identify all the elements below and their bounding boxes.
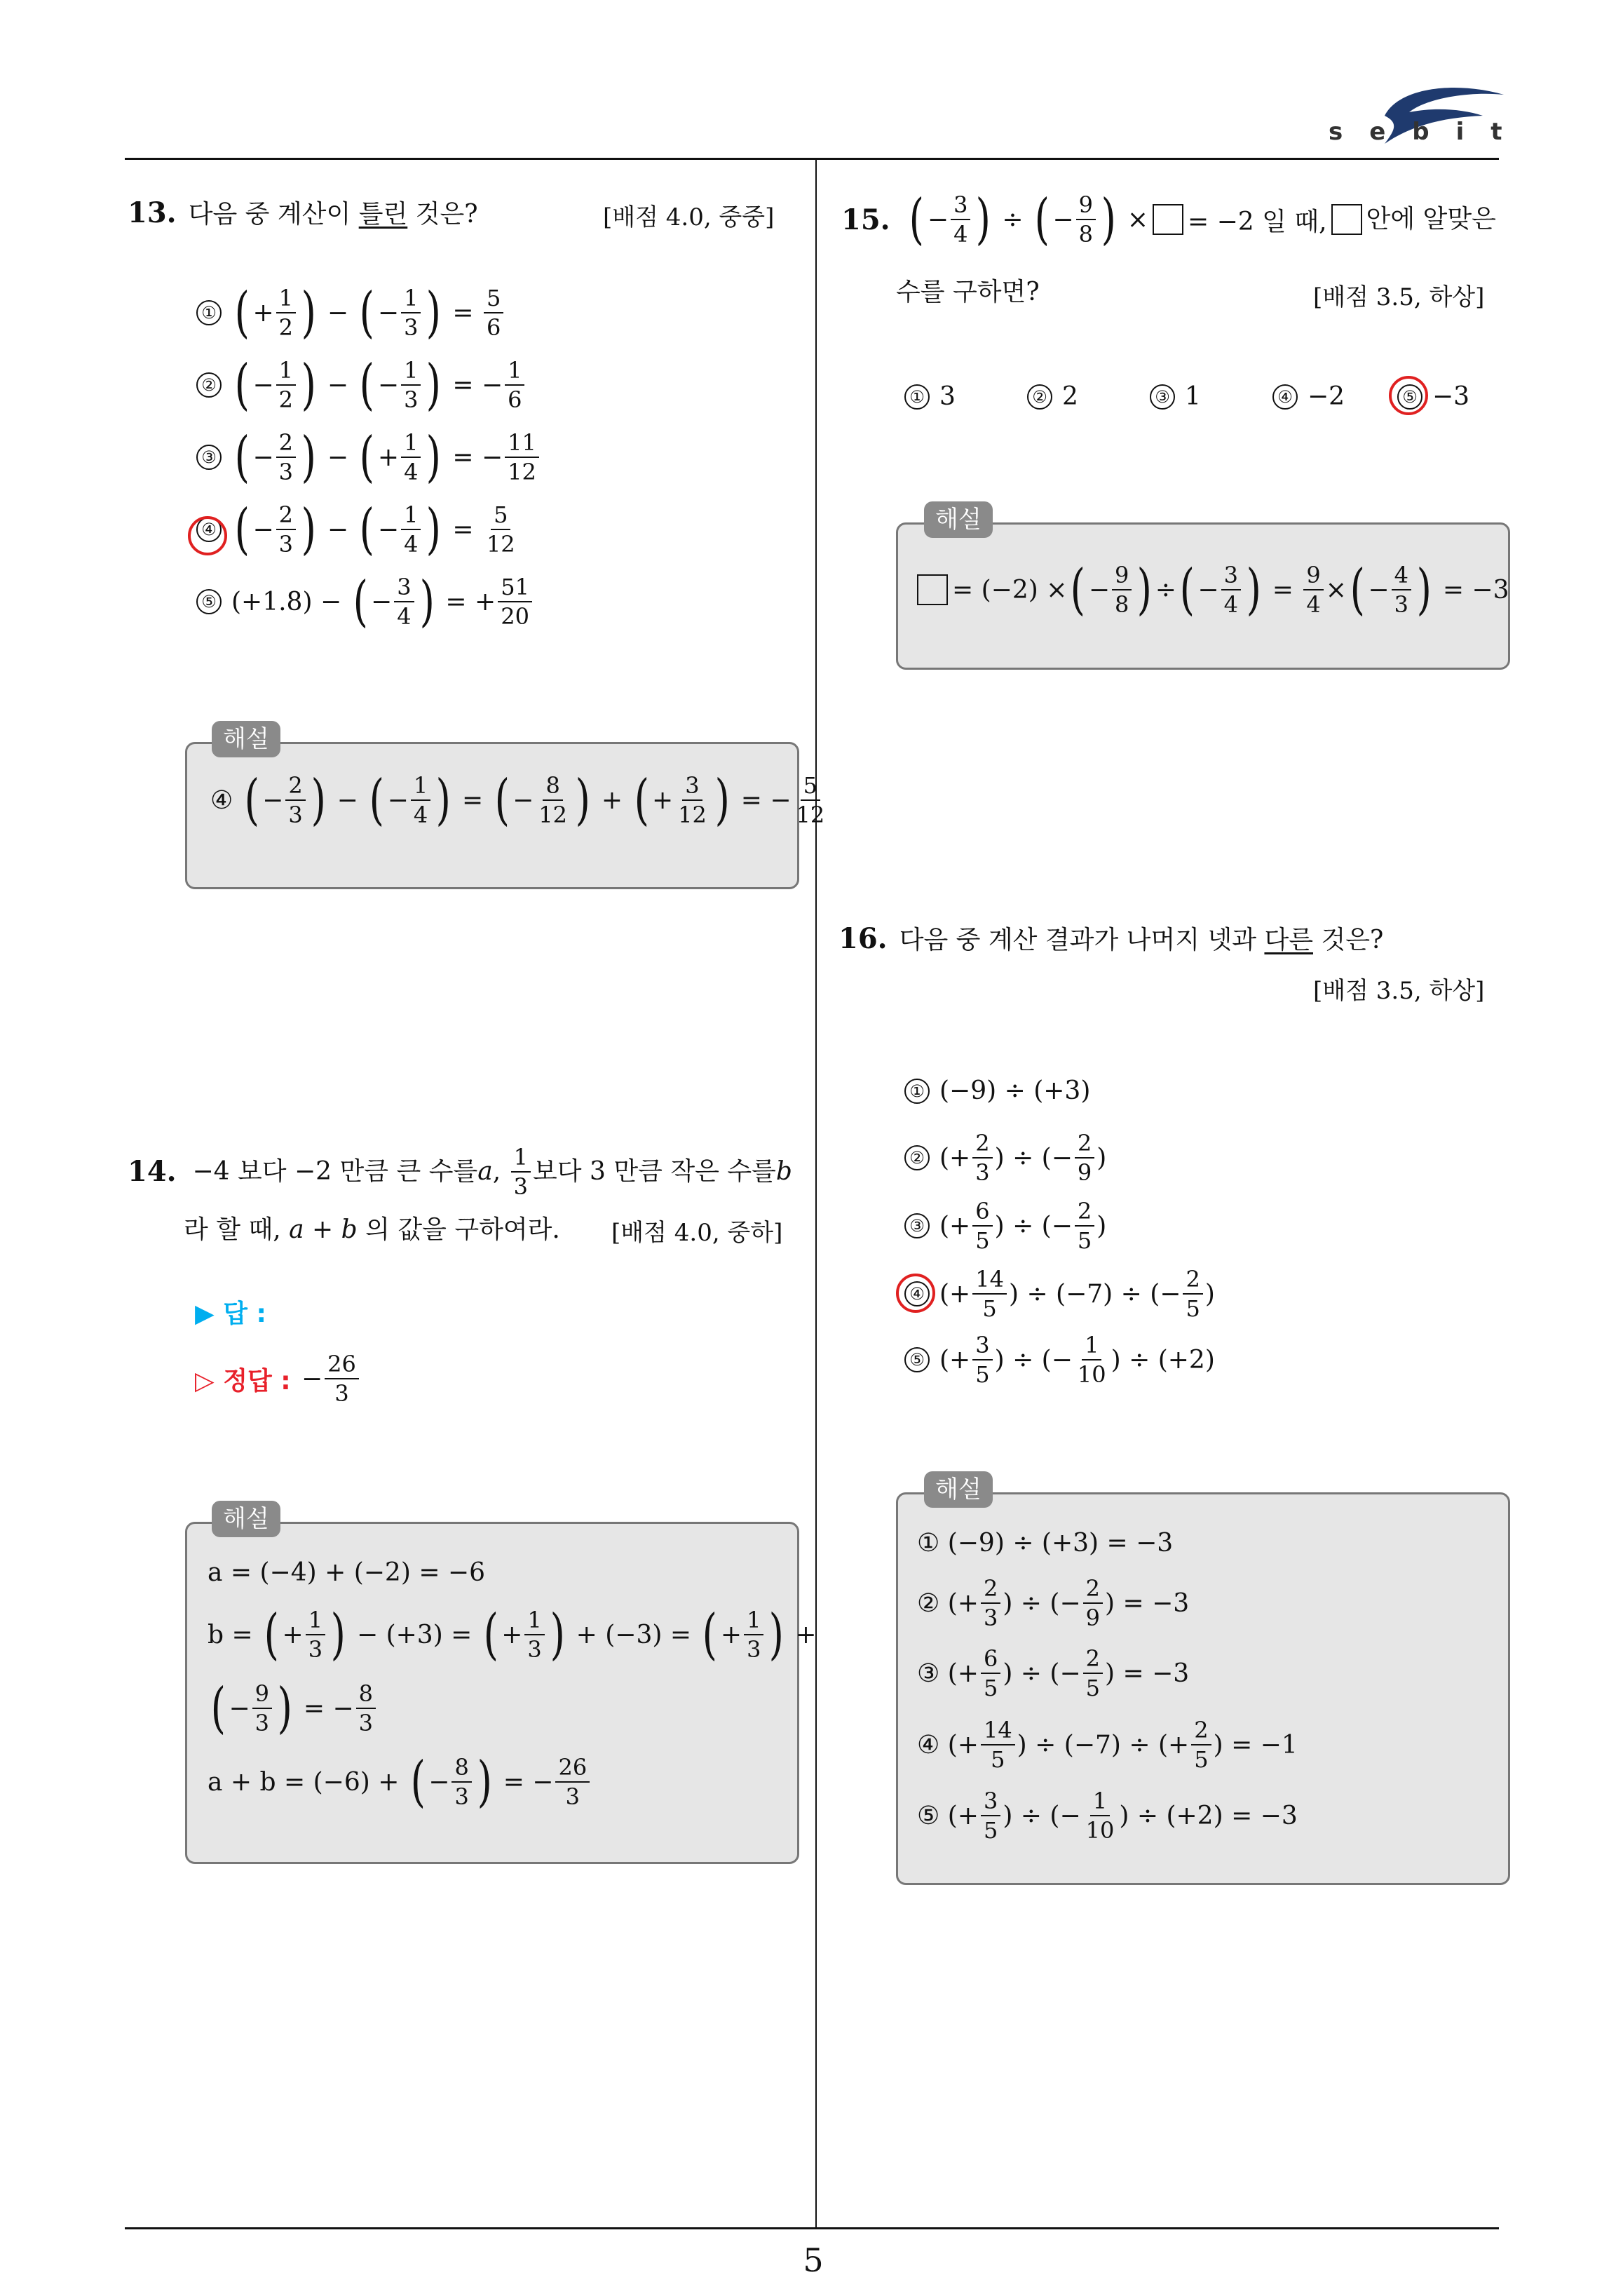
q16-solution-line-5: ⑤ (+ $\frac{3}{5}$ ) ÷ (− $\frac{1}{10}$ ) ÷ (+2) = −3 bbox=[917, 1788, 1298, 1844]
column-divider bbox=[815, 160, 817, 2227]
blank-box bbox=[917, 574, 948, 605]
q14-meta: [배점 4.0, 중하] bbox=[611, 1219, 783, 1247]
q16-option-3[interactable]: ③ (+ $\frac{6}{5}$ ) ÷ (− $\frac{2}{5}$ ) bbox=[904, 1197, 1106, 1255]
footer-rule bbox=[125, 2227, 1499, 2229]
q15-choice-5[interactable]: ⑤ −3 bbox=[1397, 382, 1469, 411]
q15-choice-1[interactable]: ① 3 bbox=[904, 382, 956, 411]
q15-line1: 15. ( − $\frac{3}{4}$ ) ÷ ( − $\frac{9}{8}$ ) × = −2 일 때, 안에 알맞은 bbox=[841, 188, 1496, 251]
q14-answer-label: ▶ 답 : bbox=[195, 1299, 266, 1328]
q14-solution-line-2: b = ( + $\frac{1}{3}$ ) − (+3) = ( + $\frac{1}{3}$ ) + (−3) = ( + $\frac{1}{3}$ ) + bbox=[208, 1603, 817, 1666]
q14-line2: 라 할 때, a + b 의 값을 구하여라. bbox=[184, 1215, 560, 1244]
q16-option-1[interactable]: ① (−9) ÷ (+3) bbox=[904, 1076, 1090, 1105]
logo-text: sebit bbox=[1329, 118, 1529, 146]
q16-solution-tab: 해설 bbox=[924, 1471, 993, 1508]
q16-meta: [배점 3.5, 하상] bbox=[1313, 977, 1485, 1005]
q15-solution-text: = (−2) × ( − $\frac{9}{8}$ ) ÷ ( − $\frac{3}{4}$ ) = $\frac{9}{4}$ × ( − $\frac{4}{3}$ ) = −3 bbox=[917, 561, 1509, 619]
q14-solution-tab: 해설 bbox=[212, 1501, 280, 1537]
q15-choice-2[interactable]: ② 2 bbox=[1027, 382, 1078, 411]
q16-option-2[interactable]: ② (+ $\frac{2}{3}$ ) ÷ (− $\frac{2}{9}$ ) bbox=[904, 1129, 1106, 1187]
header-rule bbox=[125, 158, 1499, 160]
q16-option-5[interactable]: ⑤ (+ $\frac{3}{5}$ ) ÷ (− $\frac{1}{10}$ ) ÷ (+2) bbox=[904, 1331, 1215, 1389]
q15-meta: [배점 3.5, 하상] bbox=[1313, 283, 1485, 311]
q13-solution-tab: 해설 bbox=[212, 721, 280, 757]
q16-header: 16. 다음 중 계산 결과가 나머지 넷과 다른 것은? bbox=[838, 922, 1384, 955]
q16-solution-line-4: ④ (+ $\frac{14}{5}$ ) ÷ (−7) ÷ (+ $\frac{2}{5}$ ) = −1 bbox=[917, 1717, 1298, 1773]
q15-choice-3[interactable]: ③ 1 bbox=[1150, 382, 1201, 411]
q13-solution-text: ④ ( − $\frac{2}{3}$ ) − ( − $\frac{1}{4}$ ) = ( − $\frac{8}{12}$ ) + ( + $\frac{3}{12}$ ) = − $\frac{5}{12}$ bbox=[210, 769, 825, 832]
q13-option-2[interactable]: ② ( − $\frac{1}{2}$ ) − ( − $\frac{1}{3}$ ) = − $\frac{1}{6}$ bbox=[196, 356, 527, 414]
q16-solution-line-3: ③ (+ $\frac{6}{5}$ ) ÷ (− $\frac{2}{5}$ ) = −3 bbox=[917, 1645, 1190, 1701]
q14-solution-line-4: a + b = (−6) + ( − $\frac{8}{3}$ ) = − $\frac{26}{3}$ bbox=[208, 1753, 592, 1811]
page-number: 5 bbox=[803, 2241, 824, 2279]
q13-header bbox=[128, 196, 478, 231]
selected-answer-mark bbox=[896, 1274, 935, 1313]
selected-answer-mark bbox=[188, 516, 227, 555]
q13-option-5[interactable]: ⑤ (+1.8) − ( − $\frac{3}{4}$ ) = + $\frac{51}{20}$ bbox=[196, 573, 534, 630]
selected-answer-mark bbox=[1389, 376, 1428, 415]
q16-solution-line-2: ② (+ $\frac{2}{3}$ ) ÷ (− $\frac{2}{9}$ ) = −3 bbox=[917, 1575, 1190, 1631]
q15-solution-tab: 해설 bbox=[924, 501, 993, 538]
q13-number: 13. bbox=[128, 196, 177, 229]
q13-option-1[interactable]: ① ( + $\frac{1}{2}$ ) − ( − $\frac{1}{3}$ ) = $\frac{5}{6}$ bbox=[196, 284, 505, 342]
q13-meta: [배점 4.0, 중중] bbox=[603, 203, 775, 231]
q14-solution-line-3: ( − $\frac{9}{3}$ ) = − $\frac{8}{3}$ bbox=[208, 1680, 378, 1737]
blank-box bbox=[1331, 204, 1362, 235]
blank-box bbox=[1153, 204, 1183, 235]
q13-text: 다음 중 계산이 틀린 것은? bbox=[188, 200, 478, 229]
q14-correct-answer: ▷ 정답 : − $\frac{26}{3}$ bbox=[195, 1350, 361, 1407]
q16-solution-line-1: ① (−9) ÷ (+3) = −3 bbox=[917, 1529, 1174, 1558]
q14-line1: 14. −4 보다 −2 만큼 큰 수를 a , $\frac{1}{3}$ 보다 3 만큼 작은 수를 b bbox=[128, 1144, 792, 1200]
q15-choice-4[interactable]: ④ −2 bbox=[1272, 382, 1345, 411]
q13-option-3[interactable]: ③ ( − $\frac{2}{3}$ ) − ( + $\frac{1}{4}$ ) = − $\frac{11}{12}$ bbox=[196, 428, 541, 486]
q14-solution-line-1: a = (−4) + (−2) = −6 bbox=[208, 1558, 485, 1587]
q13-option-4[interactable]: ④ ( − $\frac{2}{3}$ ) − ( − $\frac{1}{4}$ ) = $\frac{5}{12}$ bbox=[196, 501, 520, 558]
q16-option-4[interactable]: ④ (+ $\frac{14}{5}$ ) ÷ (−7) ÷ (− $\frac{2}{5}$ ) bbox=[904, 1265, 1215, 1323]
q15-line2: 수를 구하면? bbox=[896, 278, 1040, 306]
